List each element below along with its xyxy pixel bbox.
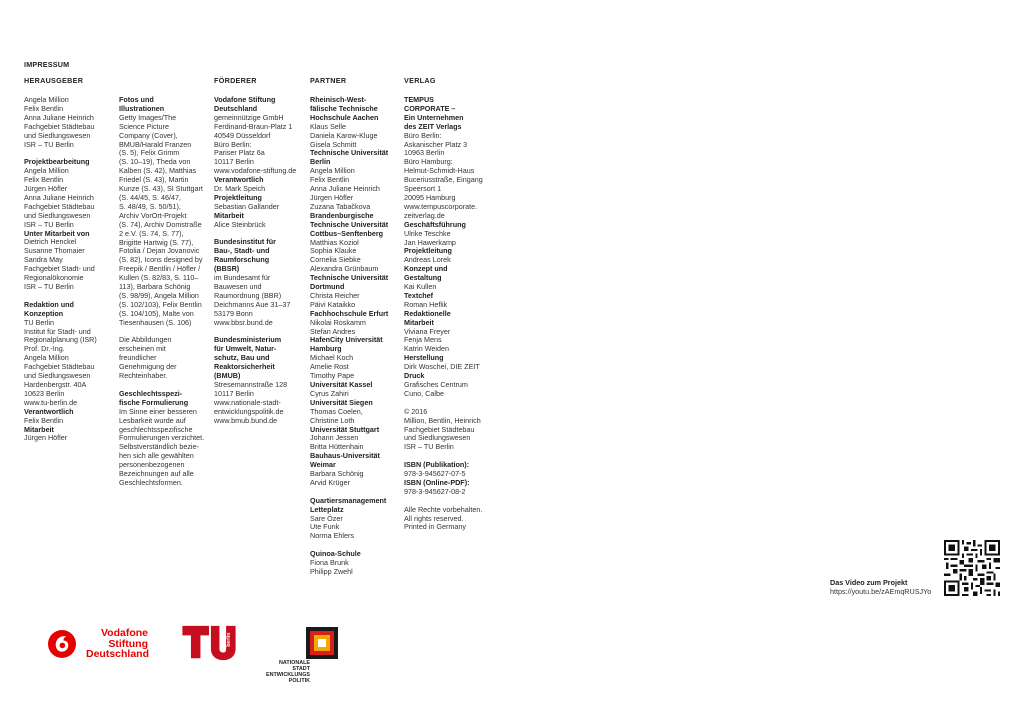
- credit-line: Kunze (S. 43), SI Stuttgart: [119, 184, 203, 194]
- credit-line: Sandra May: [24, 255, 63, 265]
- credit-line: 113), Barbara Schönig: [119, 282, 191, 292]
- vodafone-wordmark-line: Vodafone: [100, 627, 148, 639]
- credit-line: Brigitte Hartwig (S. 77),: [119, 237, 194, 247]
- credit-line: Büro Hamburg:: [404, 157, 453, 167]
- vodafone-logo-icon: [48, 630, 76, 658]
- credit-line: Fenja Mens: [404, 335, 442, 345]
- credit-line[interactable]: www.nationale-stadt-: [214, 397, 281, 407]
- credit-line: 10117 Berlin: [214, 388, 254, 398]
- credit-line: Christine Loth: [310, 415, 355, 425]
- credit-line: Büro Berlin:: [214, 139, 252, 149]
- credit-heading: Reaktorsicherheit: [214, 362, 275, 372]
- credit-line: 10117 Berlin: [214, 157, 254, 167]
- video-title: Das Video zum Projekt: [830, 578, 908, 587]
- credit-heading: Cottbus–Senftenberg: [310, 228, 384, 238]
- credit-heading: des ZEIT Verlags: [404, 121, 462, 131]
- credit-line: Die Abbildungen: [119, 335, 172, 345]
- credit-line: Angela Million: [24, 166, 69, 176]
- credit-heading: Hochschule Aachen: [310, 112, 379, 122]
- credit-line: Ferdinand-Braun-Platz 1: [214, 121, 293, 131]
- credit-line: (S. 98/99), Angela Million: [119, 290, 199, 300]
- credit-line: 40549 Düsseldorf: [214, 130, 271, 140]
- credit-heading: Technische Universität: [310, 273, 389, 283]
- credit-heading: Bauhaus-Universität: [310, 451, 380, 461]
- credit-line: Alexandra Grünbaum: [310, 264, 379, 274]
- credit-heading: Quinoa-Schule: [310, 549, 361, 559]
- credit-heading: Projektleitung: [214, 192, 262, 202]
- credit-heading: ISBN (Publikation):: [404, 460, 470, 470]
- credit-heading: Konzept und: [404, 264, 448, 274]
- credit-line: zeitverlag.de: [404, 210, 445, 220]
- credit-line: Fachgebiet Städtebau: [24, 201, 95, 211]
- credit-heading: HafenCity Universität: [310, 335, 383, 345]
- credit-line: All rights reserved.: [404, 513, 464, 523]
- credit-heading: Deutschland: [214, 103, 258, 113]
- credit-line: Felix Bentlin: [24, 175, 64, 185]
- credit-line: Deichmanns Aue 31–37: [214, 299, 291, 309]
- credit-line: Fotolia / Dejan Jovanovic: [119, 246, 200, 256]
- credit-line: Tiesenhausen (S. 106): [119, 317, 192, 327]
- credit-line: und Siedlungswesen: [24, 371, 91, 381]
- credit-heading: Bau-, Stadt- und: [214, 246, 270, 256]
- credit-heading: Berlin: [310, 157, 331, 167]
- column-verlag: [404, 77, 496, 532]
- credit-line: Million, Bentlin, Heinrich: [404, 415, 481, 425]
- credit-line: Christa Reicher: [310, 290, 360, 300]
- credit-line: Lesbarkeit wurde auf: [119, 415, 186, 425]
- credit-heading: Illustrationen: [119, 103, 165, 113]
- column-heading: PARTNER: [310, 76, 347, 85]
- credit-line: Alle Rechte vorbehalten.: [404, 504, 483, 514]
- credit-line: Fachgebiet Städtebau: [24, 121, 95, 131]
- credit-heading: Bundesministerium: [214, 335, 282, 345]
- credit-line: Daniela Karow-Kluge: [310, 130, 378, 140]
- credit-heading: Fotos und: [119, 95, 154, 104]
- credit-line: 978-3-945627-08-2: [404, 486, 466, 496]
- credit-line: (S. 44/45, S. 46/47,: [119, 192, 181, 202]
- nsp-wordmark-line: POLITIK: [288, 678, 310, 684]
- credit-line: Klaus Selle: [310, 121, 346, 131]
- credit-line: ISR – TU Berlin: [24, 139, 74, 149]
- credit-line: Felix Bentlin: [24, 415, 64, 425]
- credit-heading: Herstellung: [404, 353, 444, 363]
- video-url-link[interactable]: https://youtu.be/zAEmqRUSJYo: [830, 587, 932, 596]
- column-heading: VERLAG: [404, 76, 436, 85]
- column-heading: [119, 77, 211, 86]
- credit-line: Amelie Rost: [310, 362, 349, 372]
- credit-line: ISR – TU Berlin: [24, 219, 74, 229]
- credit-heading: Quartiersmanagement: [310, 495, 387, 505]
- credit-line: Printed in Germany: [404, 522, 466, 532]
- credit-heading: Weimar: [310, 460, 336, 470]
- credit-line: Michael Koch: [310, 353, 354, 363]
- credit-line: Ute Funk: [310, 522, 340, 532]
- credit-line: Stresemannstraße 128: [214, 379, 288, 389]
- credit-line[interactable]: www.vodafone-stiftung.de: [214, 166, 297, 176]
- credit-line: Matthias Koziol: [310, 237, 359, 247]
- credit-heading: CORPORATE –: [404, 103, 456, 113]
- column-herausgeber: [24, 77, 116, 443]
- credit-line: Genehmigung der: [119, 362, 177, 372]
- credit-line: Angela Million: [24, 95, 69, 104]
- credit-line: Grafisches Centrum: [404, 380, 468, 389]
- credit-line: Büro Berlin:: [404, 130, 442, 140]
- credit-line: Im Sinne einer besseren: [119, 406, 197, 416]
- credit-line: Fachgebiet Städtebau: [24, 362, 95, 372]
- credit-heading: Verantwortlich: [24, 406, 74, 416]
- credit-line: entwicklungspolitik.de: [214, 406, 284, 416]
- credit-line: BMUB/Harald Franzen: [119, 139, 192, 149]
- credit-line: Angela Million: [24, 353, 69, 363]
- credit-heading: Mitarbeit: [214, 210, 244, 220]
- credit-line: Arvid Krüger: [310, 477, 350, 487]
- credit-heading: Vodafone Stiftung: [214, 95, 276, 104]
- credit-line: Rechteinhaber.: [119, 371, 168, 381]
- credit-line: Anna Juliane Heinrich: [24, 192, 94, 202]
- credit-line: Archiv VorOrt-Projekt: [119, 210, 187, 220]
- credit-heading: Verantwortlich: [214, 175, 264, 185]
- credit-line: Zuzana Tabačkova: [310, 201, 371, 211]
- credit-heading: Redaktionelle: [404, 308, 451, 318]
- impressum-heading: IMPRESSUM: [24, 60, 70, 69]
- credit-line: Alice Steinbrück: [214, 219, 266, 229]
- credit-line: hen sich alle gewählten: [119, 451, 194, 461]
- credit-line: Jürgen Höfler: [24, 433, 68, 443]
- credit-line: im Bundesamt für: [214, 273, 271, 283]
- credit-line: Science Picture: [119, 121, 169, 131]
- qr-code-icon[interactable]: [944, 540, 1000, 596]
- credit-line: Askanischer Platz 3: [404, 139, 468, 149]
- credit-line: Kai Kullen: [404, 282, 437, 292]
- nationale-stadtentwicklungspolitik-wordmark: [252, 660, 310, 684]
- column-foerderer: [214, 77, 306, 426]
- credit-line: gemeinnützige GmbH: [214, 112, 284, 122]
- credit-line: Cyrus Zahiri: [310, 388, 349, 398]
- credit-heading: (BBSR): [214, 264, 240, 274]
- credit-line: und Siedlungswesen: [24, 210, 91, 220]
- credit-line: und Siedlungswesen: [24, 130, 91, 140]
- credit-line: (S. 74), Archiv Domstraße: [119, 219, 202, 229]
- credit-line: 20095 Hamburg: [404, 192, 456, 202]
- credit-line: S. 48/49, S. 50/51),: [119, 201, 181, 211]
- credit-line: ISR – TU Berlin: [404, 442, 454, 452]
- credit-line: Cuno, Calbe: [404, 388, 444, 398]
- credit-line: Anna Juliane Heinrich: [24, 112, 94, 122]
- credit-line: Geschlechtsformen.: [119, 477, 183, 487]
- credit-line: (S. 102/103), Felix Bentlin: [119, 299, 202, 309]
- credit-heading: Letteplatz: [310, 504, 344, 514]
- credit-line: Sophia Klauke: [310, 246, 357, 256]
- credit-heading: Bundesinstitut für: [214, 237, 276, 247]
- credit-heading: Konzeption: [24, 308, 64, 318]
- credit-line: Dr. Mark Speich: [214, 184, 266, 194]
- credit-heading: Textchef: [404, 290, 434, 300]
- credit-heading: Raumforschung: [214, 255, 270, 265]
- nsp-wordmark-line: STADT: [292, 666, 310, 672]
- credit-line: Pariser Platz 6a: [214, 148, 265, 158]
- credit-line: Buceriusstraße, Eingang: [404, 175, 483, 185]
- credit-line: Ulrike Teschke: [404, 228, 451, 238]
- credit-line: Norma Ehlers: [310, 531, 354, 541]
- credit-heading: Rheinisch-West-: [310, 95, 367, 104]
- credit-heading: Gestaltung: [404, 273, 442, 283]
- credit-line: Barbara Schönig: [310, 469, 364, 479]
- credit-line: ISR – TU Berlin: [24, 282, 74, 292]
- credit-line: Stefan Andres: [310, 326, 356, 336]
- credit-heading: Hamburg: [310, 344, 342, 354]
- credit-line: Selbstverständlich bezie-: [119, 442, 199, 452]
- credit-line: und Siedlungswesen: [404, 433, 471, 443]
- credit-line: Anna Juliane Heinrich: [310, 184, 380, 194]
- credit-line: Fachgebiet Städtebau: [404, 424, 475, 434]
- credit-line: Friedel (S. 43), Martin: [119, 175, 189, 185]
- credit-line: 978-3-945627-07-5: [404, 469, 466, 479]
- column-partner: [310, 77, 402, 577]
- credit-line: Philipp Zwehl: [310, 567, 353, 576]
- credit-line: Formulierungen verzichtet.: [119, 433, 205, 443]
- credit-heading: Universität Siegen: [310, 397, 373, 407]
- credit-line[interactable]: www.tu-berlin.de: [24, 397, 78, 407]
- credit-line: Raumordnung (BBR): [214, 290, 282, 300]
- credit-line: Roman Heflik: [404, 299, 448, 309]
- credit-line[interactable]: www.bmub.bund.de: [214, 415, 278, 425]
- credit-heading: Dortmund: [310, 282, 345, 292]
- credit-heading: Brandenburgische: [310, 210, 374, 220]
- credit-line: Cornelia Siebke: [310, 255, 361, 265]
- tu-berlin-logo-icon: [180, 624, 238, 662]
- credit-heading: Projektbearbeitung: [24, 157, 90, 167]
- credit-line: Freepik / Bentlin / Höfler /: [119, 264, 201, 274]
- credit-line: Institut für Stadt- und: [24, 326, 91, 336]
- credit-heading: Geschäftsführung: [404, 219, 466, 229]
- credit-line: Kalben (S. 42), Matthias: [119, 166, 197, 176]
- nsp-wordmark-line: ENTWICKLUNGS: [265, 672, 310, 678]
- credit-line: Fachgebiet Stadt- und: [24, 264, 95, 274]
- tu-berlin-mark-text: berlin: [225, 632, 232, 647]
- credit-line: Bauwesen und: [214, 282, 262, 292]
- credit-line: Regionalplanung (ISR): [24, 335, 97, 345]
- credit-line: 10623 Berlin: [24, 388, 65, 398]
- credit-line: erscheinen mit: [119, 344, 166, 354]
- credit-line: Helmut-Schmidt-Haus: [404, 166, 475, 176]
- credit-heading: Mitarbeit: [404, 317, 434, 327]
- credit-heading: Fachhochschule Erfurt: [310, 308, 389, 318]
- credit-line: (S. 10–19), Theda von: [119, 157, 191, 167]
- credit-line: Susanne Thomaier: [24, 246, 85, 256]
- nationale-stadtentwicklungspolitik-logo-icon: [304, 627, 340, 659]
- credit-line: Andreas Lorek: [404, 255, 451, 265]
- credit-heading: Universität Stuttgart: [310, 424, 380, 434]
- credit-heading: Redaktion und: [24, 299, 74, 309]
- credit-heading: TEMPUS: [404, 95, 434, 104]
- column-heading: FÖRDERER: [214, 76, 257, 85]
- credit-heading: ISBN (Online-PDF):: [404, 477, 470, 487]
- credit-line: 2 e.V. (S. 74, S. 77),: [119, 228, 184, 238]
- credit-line: Felix Bentlin: [310, 175, 350, 185]
- credit-line: Company (Cover),: [119, 130, 178, 140]
- credit-heading: Ein Unternehmen: [404, 112, 464, 122]
- column-fotos: [119, 77, 211, 488]
- credit-line: © 2016: [404, 406, 428, 416]
- credit-line: Prof. Dr.-Ing.: [24, 344, 65, 354]
- credit-heading: fische Formulierung: [119, 397, 189, 407]
- credit-line: Kullen (S. 82/83, S. 110–: [119, 273, 199, 283]
- credit-line: Sare Özer: [310, 513, 343, 523]
- credit-line: (S. 104/105), Malte von: [119, 308, 194, 318]
- credit-line: Speersort 1: [404, 184, 442, 194]
- credit-line: Regionalökonomie: [24, 273, 84, 283]
- column-heading: HERAUSGEBER: [24, 76, 84, 85]
- credit-heading: Druck: [404, 371, 425, 381]
- credit-line: (S. 82), Icons designed by: [119, 255, 203, 265]
- credit-line: Fiona Brunk: [310, 558, 349, 568]
- vodafone-wordmark-line: Stiftung: [108, 637, 148, 650]
- credit-line: Timothy Pape: [310, 371, 355, 381]
- credit-line: Jan Hawerkamp: [404, 237, 456, 247]
- credit-line[interactable]: www.tempuscorporate.: [404, 201, 478, 211]
- credit-line: Bezeichnungen auf alle: [119, 469, 194, 479]
- credit-line: Nikolai Roskamm: [310, 317, 366, 327]
- credit-heading: Technische Universität: [310, 219, 389, 229]
- credit-heading: für Umwelt, Natur-: [214, 344, 277, 354]
- credit-line: Britta Hüttenhain: [310, 442, 364, 452]
- credit-heading: fälische Technische: [310, 103, 378, 113]
- credit-line: Gisela Schmitt: [310, 139, 357, 149]
- credit-line: Sebastian Gallander: [214, 201, 280, 211]
- credit-line: Angela Million: [310, 166, 355, 176]
- credit-line: freundlicher: [119, 353, 157, 363]
- credit-heading: Mitarbeit: [24, 424, 54, 434]
- credit-line: 53179 Bonn: [214, 308, 253, 318]
- credit-line: 10963 Berlin: [404, 148, 445, 158]
- credit-line: geschlechtsspezifische: [119, 424, 193, 434]
- nsp-wordmark-line: NATIONALE: [278, 660, 310, 666]
- credit-line: personenbezogenen: [119, 460, 185, 470]
- credit-heading: Projektleitung: [404, 246, 452, 256]
- credit-line: Päivi Kataikko: [310, 299, 356, 309]
- credit-heading: schutz, Bau und: [214, 353, 270, 363]
- credit-line: TU Berlin: [24, 317, 54, 327]
- credit-line: Katrin Weiden: [404, 344, 450, 354]
- credit-line: Jürgen Höfler: [310, 192, 354, 202]
- credit-heading: (BMUB): [214, 371, 241, 381]
- credit-line: Thomas Coelen,: [310, 406, 363, 416]
- credit-heading: Universität Kassel: [310, 380, 373, 389]
- credit-line: Johann Jessen: [310, 433, 359, 443]
- credit-line: Dirk Woschei, DIE ZEIT: [404, 362, 480, 372]
- vodafone-wordmark-line: Deutschland: [86, 648, 150, 660]
- vodafone-stiftung-wordmark: [86, 628, 148, 660]
- credit-heading: Unter Mitarbeit von: [24, 228, 90, 238]
- credit-line: Hardenbergstr. 40A: [24, 379, 87, 389]
- credit-line: Getty Images/The: [119, 112, 177, 122]
- credit-heading: Geschlechtsspezi-: [119, 388, 183, 398]
- credit-line: Felix Bentlin: [24, 103, 64, 113]
- credit-line: Jürgen Höfler: [24, 184, 68, 194]
- credit-heading: Technische Universität: [310, 148, 389, 158]
- credit-line: Viviana Freyer: [404, 326, 451, 336]
- credit-line[interactable]: www.bbsr.bund.de: [214, 317, 273, 327]
- credit-line: Dietrich Henckel: [24, 237, 77, 247]
- credit-line: (S. 5), Felix Grimm: [119, 148, 180, 158]
